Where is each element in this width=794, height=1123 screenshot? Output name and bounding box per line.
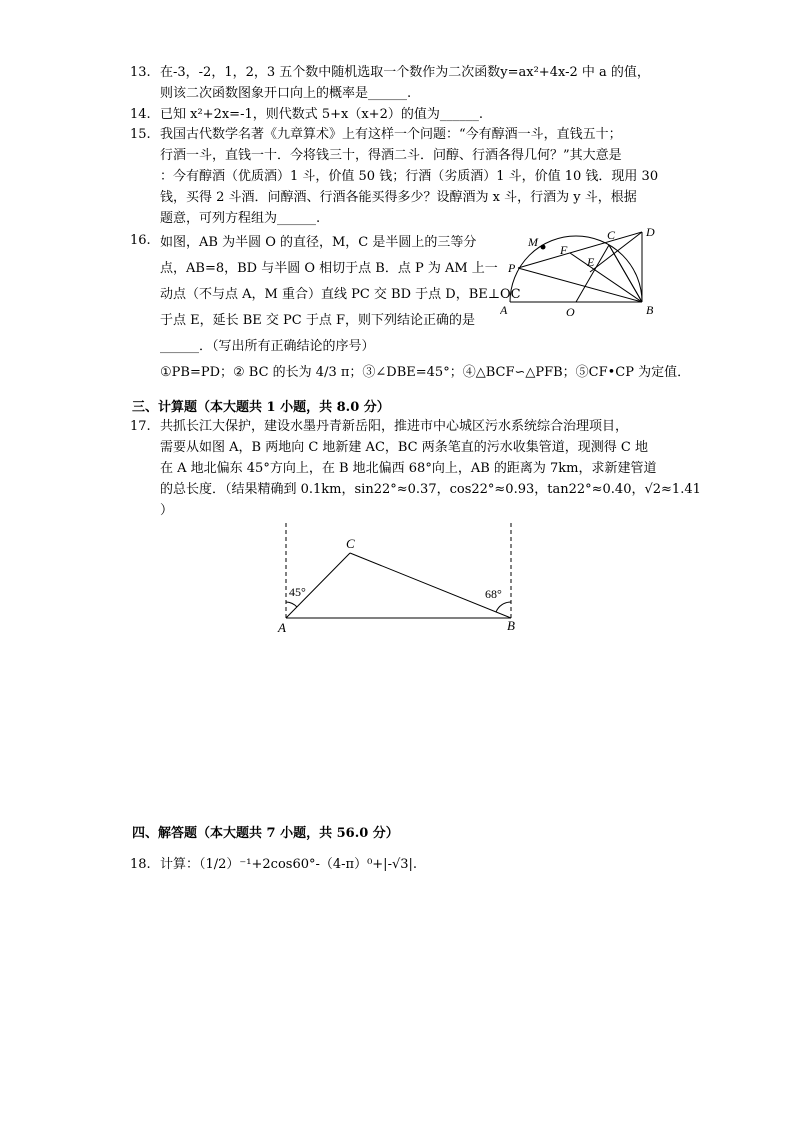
angle-a-label: 45°	[289, 585, 306, 599]
point-m	[541, 245, 546, 250]
label-p: P	[508, 261, 516, 275]
question-text-line: ______．（写出所有正确结论的序号）	[160, 339, 375, 354]
question-text-line: 计算：（1/2）⁻¹+2cos60°-（4-π）⁰+|-√3|.	[160, 857, 418, 872]
question-16	[130, 230, 691, 386]
label-d: D	[646, 225, 655, 239]
triangle-figure	[270, 518, 530, 638]
section-heading: 三、计算题（本大题共 1 小题，共 8.0 分）	[132, 400, 390, 415]
question-14	[132, 104, 664, 125]
question-text-line: 已知 x²+2x=-1，则代数式 5+x（x+2）的值为______.	[160, 107, 483, 122]
question-number: 17.	[130, 419, 151, 434]
label-o: O	[566, 305, 575, 319]
question-text-line: 题意，可列方程组为______.	[160, 211, 321, 226]
section-heading: 四、解答题（本大题共 7 小题，共 56.0 分）	[132, 826, 399, 841]
question-text-line: 如图，AB 为半圆 O 的直径，M，C 是半圆上的三等分	[160, 235, 477, 250]
semicircle-figure	[500, 222, 670, 322]
question-text-line: 需要从如图 A，B 两地向 C 地新建 AC，BC 两条笔直的污水收集管道，现测得 C 地	[160, 440, 648, 455]
question-text-line: 动点（不与点 A，M 重合）直线 PC 交 BD 于点 D，BE⊥OC	[160, 287, 521, 302]
question-13	[132, 62, 664, 104]
question-18	[132, 854, 664, 875]
question-text-line: 于点 E，延长 BE 交 PC 于点 F，则下列结论正确的是	[160, 313, 476, 328]
question-15	[132, 124, 664, 229]
label-b: B	[646, 303, 654, 317]
question-number: 18.	[130, 857, 151, 872]
question-text-line: 在-3，-2，1，2，3 五个数中随机选取一个数作为二次函数y=ax²+4x-2 中 a 的值，	[160, 65, 650, 80]
question-number: 14.	[130, 107, 151, 122]
label-m: M	[528, 235, 538, 249]
label-a: A	[278, 620, 286, 635]
question-text-line: 则该二次函数图象开口向上的概率是______.	[160, 86, 412, 101]
question-17	[130, 416, 701, 521]
angle-b-label: 68°	[485, 587, 502, 601]
line-pb	[518, 268, 642, 302]
question-number: 16.	[130, 233, 151, 248]
question-text-line: 我国古代数学名著《九章算术》上有这样一个问题：“今有醇酒一斗，直钱五十；	[160, 127, 622, 142]
line-de	[590, 232, 642, 272]
question-number: 15.	[130, 127, 151, 142]
question-text-line: 的总长度．（结果精确到 0.1km，sin22°≈0.37，cos22°≈0.93，tan22°≈0.40，√2≈1.41	[160, 482, 701, 497]
question-text-line: 点，AB=8，BD 与半圆 O 相切于点 B．点 P 为 AM 上一	[160, 261, 498, 276]
label-c: C	[607, 228, 616, 242]
label-c: C	[346, 536, 355, 551]
question-text-line: 共抓长江大保护，建设水墨丹青新岳阳，推进市中心城区污水系统综合治理项目，	[160, 419, 629, 434]
question-text-line: ）	[160, 503, 174, 518]
label-f: F	[560, 243, 568, 257]
angle-arc-b	[496, 602, 511, 612]
label-b: B	[507, 618, 515, 633]
question-text-line: ①PB=PD；② BC 的长为 4/3 π；③∠DBE=45°；④△BCF∽△PFB；⑤CF•CP 为定值．	[160, 365, 691, 380]
radius-oc	[576, 245, 609, 302]
question-text-line: ：今有醇酒（优质酒）1 斗，价值 50 钱；行酒（劣质酒）1 斗，价值 10 钱．现用 30	[160, 169, 659, 184]
segment-bc	[350, 553, 511, 618]
label-a: A	[500, 303, 508, 317]
angle-arc-a	[286, 602, 297, 607]
question-number: 13.	[130, 65, 151, 80]
question-text-line: 钱，买得 2 斗酒．问醇酒、行酒各能买得多少？设醇酒为 x 斗，行酒为 y 斗，根据	[160, 190, 637, 205]
question-text-line: 在 A 地北偏东 45°方向上，在 B 地北偏西 68°向上，AB 的距离为 7km，求新建管道	[160, 461, 657, 476]
label-e: E	[587, 255, 595, 269]
question-text-line: 行酒一斗，直钱一十．今将钱三十，得酒二斗．问醇、行酒各得几何？”其大意是	[160, 148, 622, 163]
